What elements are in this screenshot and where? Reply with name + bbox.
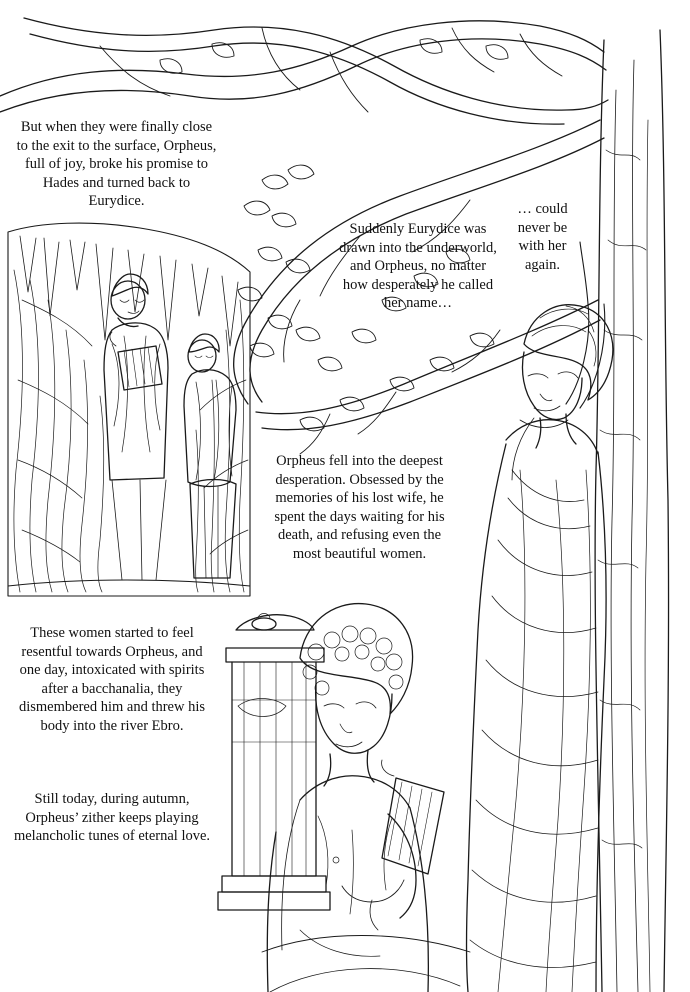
cave-scene-left [8,223,250,596]
tree-trunk-right [595,30,668,992]
stone-pedestal [218,614,330,911]
eurydice-figure-cave [184,334,236,578]
caption-text-1: But when they were finally close to the exit to the surface, Orpheus, full of joy, broke his promise to Hades and turned back to Eurydice. [16,119,217,210]
caption-text-4: Orpheus fell into the deepest desperation. Obsessed by the memories of his lost wife, he spent the days waiting for his death, and refusing even the most beautiful women. [274,453,445,562]
caption-text-5: These women started to feel resentful towards Orpheus, and one day, intoxicated with spirits after a bacchanalia, they dismembered him and threw his body into the river Ebro. [18,625,206,734]
caption-text-3: … could never be with her again. [517,201,568,273]
orpheus-figure-cave [104,274,168,580]
caption-text-2: Suddenly Eurydice was drawn into the underworld, and Orpheus, no matter how desperately he called her name… [339,221,497,312]
woman-standing-right [467,242,613,992]
caption-text-6: Still today, during autumn, Orpheus’ zither keeps playing melancholic tunes of eternal love. [13,791,211,845]
orpheus-seated [262,604,470,992]
